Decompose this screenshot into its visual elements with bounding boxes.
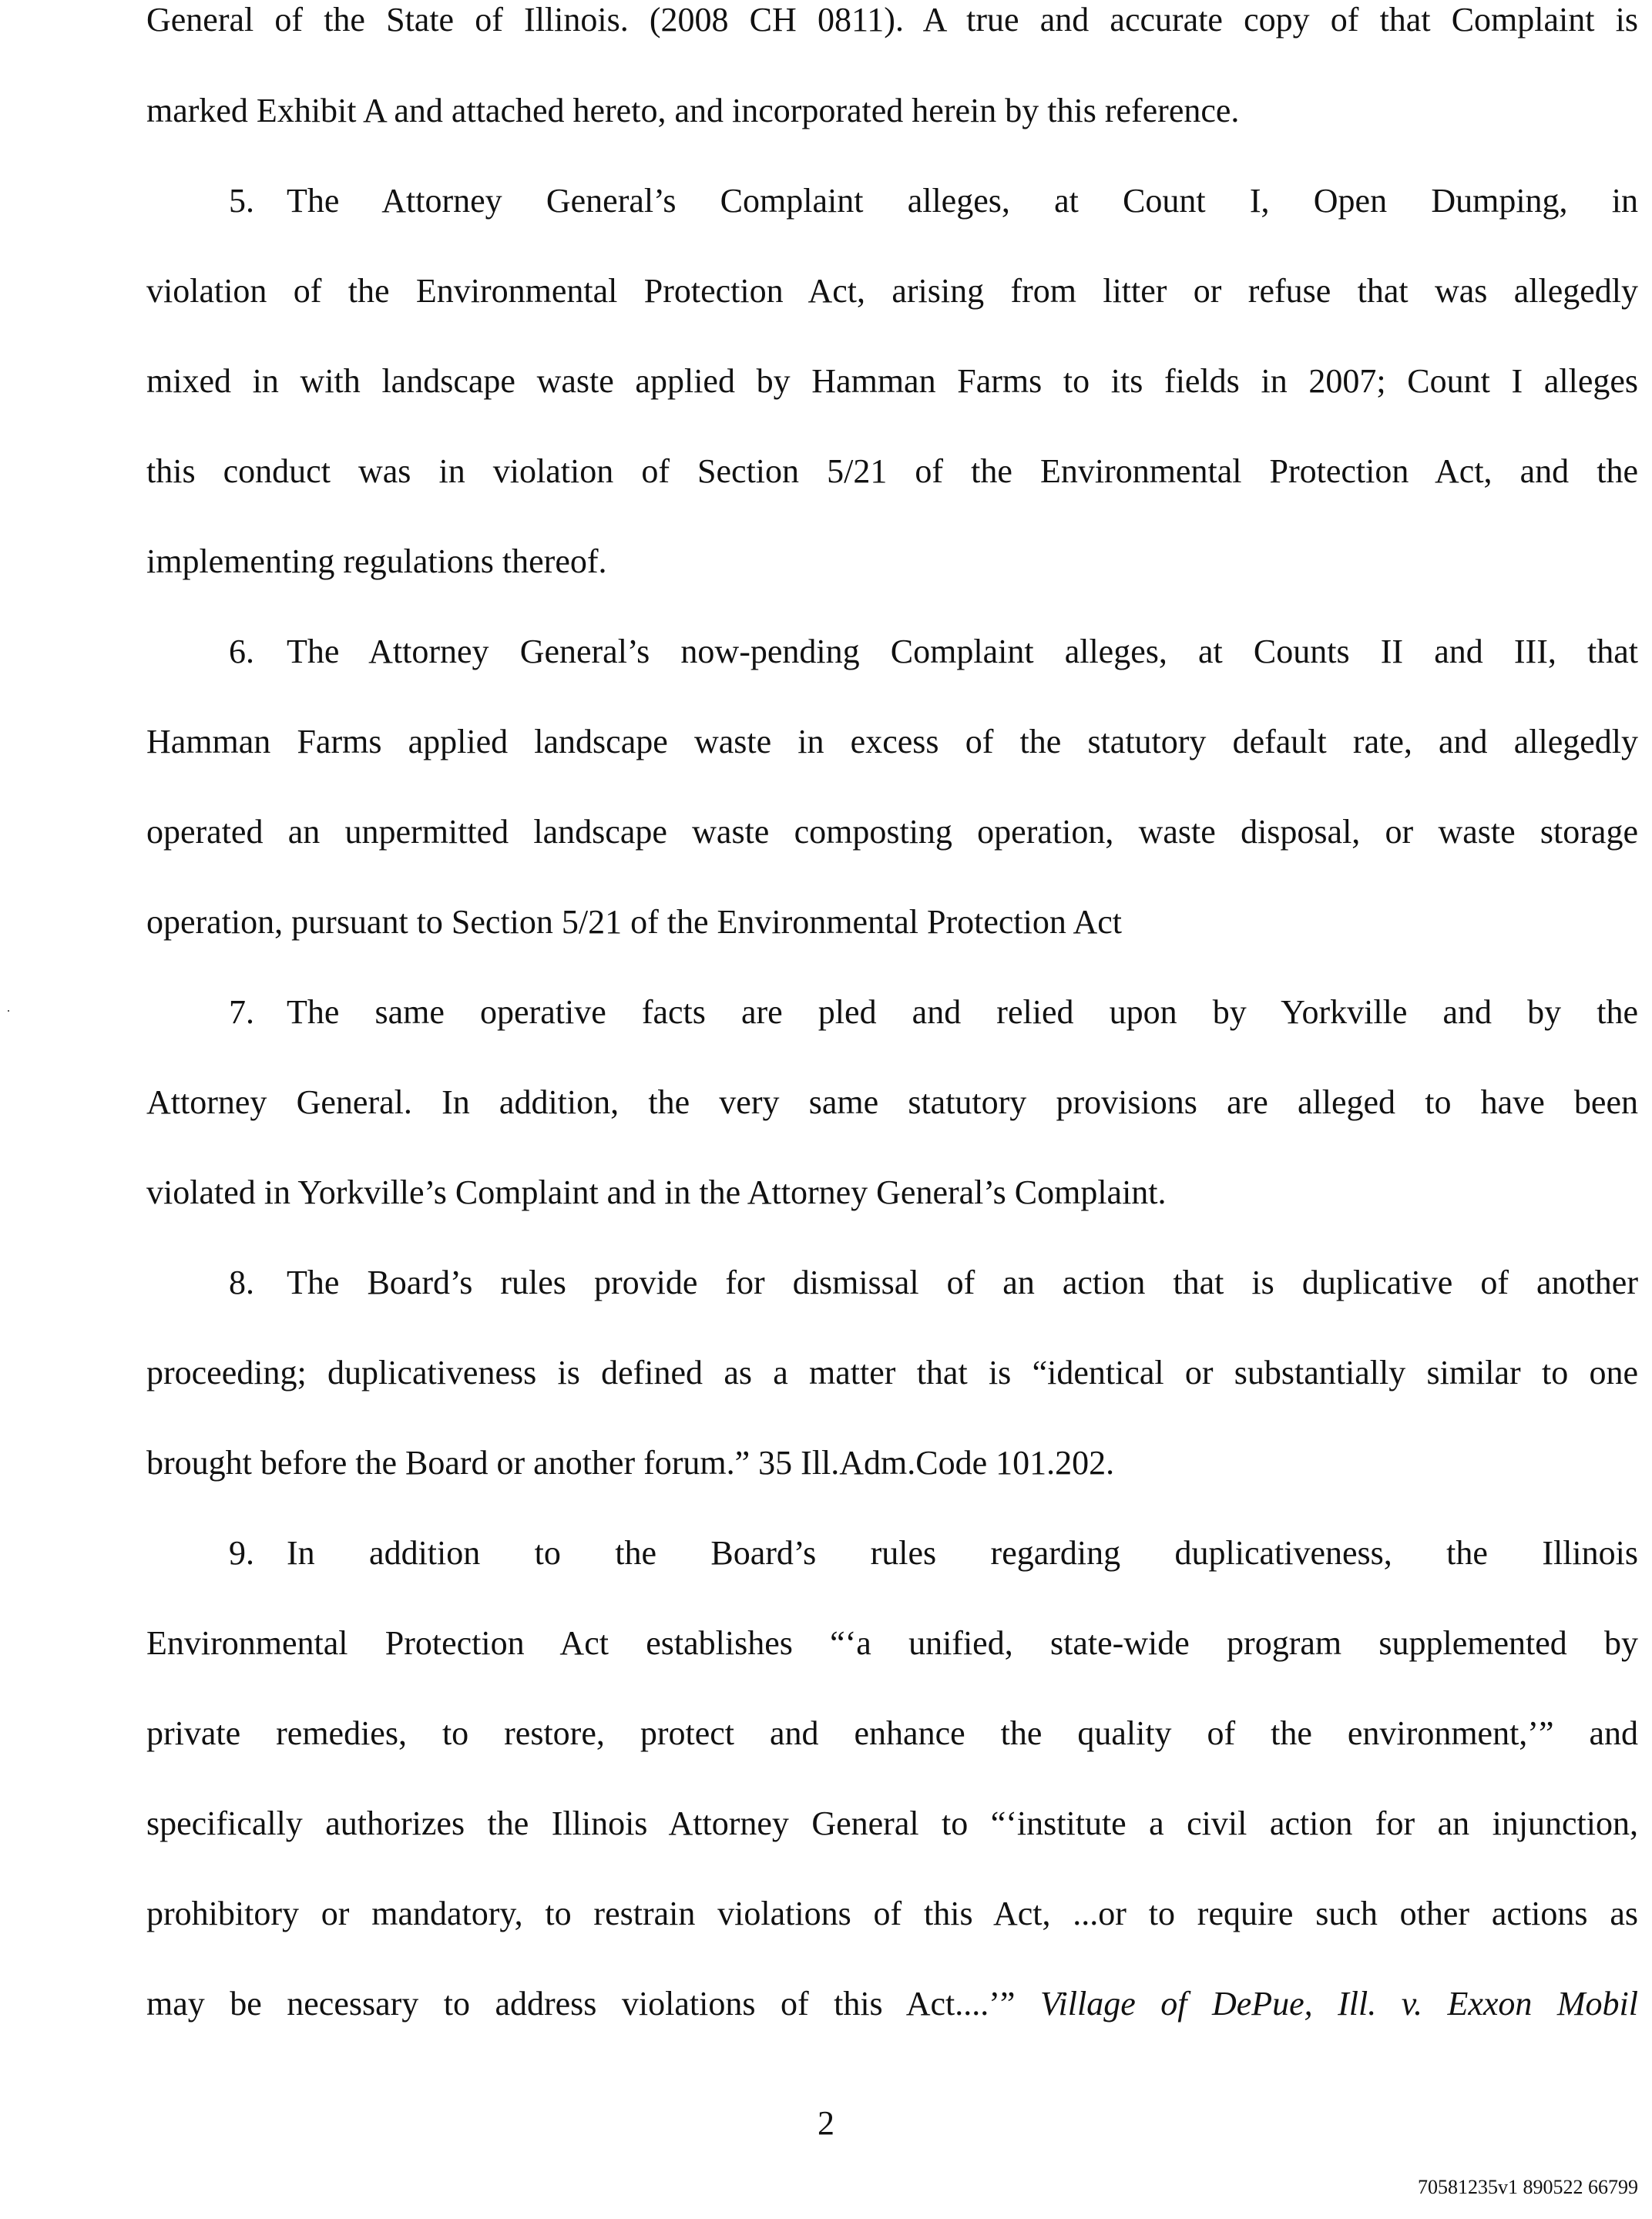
page-number: 2: [818, 2104, 834, 2142]
text-line: brought before the Board or another forum.” 35 Ill.Adm.Code 101.202.: [146, 1444, 1115, 1482]
text-fragment: may be necessary to address violations of this Act....’”: [146, 1985, 1016, 2023]
paragraph-number: 6.: [229, 633, 254, 670]
paragraph-number: 7.: [229, 993, 254, 1031]
paragraph-first-line: In addition to the Board’s rules regarding duplicativeness, the Illinois: [287, 1534, 1638, 1572]
case-citation: Village of DePue, Ill. v. Exxon Mobil: [1039, 1985, 1639, 2023]
text-line: General of the State of Illinois. (2008 CH 0811). A true and accurate copy of that Complaint is: [146, 1, 1638, 39]
paragraph-first-line: The Attorney General’s now-pending Complaint alleges, at Counts II and III, that: [287, 633, 1638, 670]
text-line: prohibitory or mandatory, to restrain violations of this Act, ...or to require such other actions as: [146, 1895, 1638, 1932]
paragraph-number: 8.: [229, 1264, 254, 1301]
text-line-with-citation: [146, 1984, 1638, 2024]
text-line: mixed in with landscape waste applied by Hamman Farms to its fields in 2007; Count I alleges: [146, 362, 1638, 400]
text-line: Hamman Farms applied landscape waste in excess of the statutory default rate, and allegedly: [146, 723, 1638, 760]
text-line: marked Exhibit A and attached hereto, and incorporated herein by this reference.: [146, 92, 1240, 129]
paragraph-number: 9.: [229, 1534, 254, 1572]
text-line: this conduct was in violation of Section 5/21 of the Environmental Protection Act, and the: [146, 452, 1638, 490]
document-id: 70581235v1 890522 66799: [1418, 2176, 1638, 2198]
text-line: operation, pursuant to Section 5/21 of the Environmental Protection Act: [146, 903, 1122, 941]
text-line: Attorney General. In addition, the very same statutory provisions are alleged to have been: [146, 1083, 1638, 1121]
paragraph-first-line: The Board’s rules provide for dismissal of an action that is duplicative of another: [287, 1264, 1638, 1301]
paragraph-first-line: The same operative facts are pled and relied upon by Yorkville and by the: [287, 993, 1638, 1031]
paragraph-first-line: The Attorney General’s Complaint alleges, at Count I, Open Dumping, in: [287, 182, 1638, 220]
text-line: violation of the Environmental Protection Act, arising from litter or refuse that was allegedly: [146, 272, 1638, 310]
text-line: Environmental Protection Act establishes “‘a unified, state-wide program supplemented by: [146, 1624, 1638, 1662]
text-line: implementing regulations thereof.: [146, 542, 607, 580]
text-line: specifically authorizes the Illinois Attorney General to “‘institute a civil action for an injunction,: [146, 1804, 1638, 1842]
paragraph-number: 5.: [229, 182, 254, 220]
scan-mark: [8, 1010, 9, 1012]
text-line: operated an unpermitted landscape waste composting operation, waste disposal, or waste storage: [146, 813, 1638, 851]
text-line: proceeding; duplicativeness is defined as a matter that is “identical or substantially similar to one: [146, 1354, 1638, 1391]
text-line: violated in Yorkville’s Complaint and in the Attorney General’s Complaint.: [146, 1173, 1167, 1211]
text-line: private remedies, to restore, protect and enhance the quality of the environment,’” and: [146, 1714, 1638, 1752]
